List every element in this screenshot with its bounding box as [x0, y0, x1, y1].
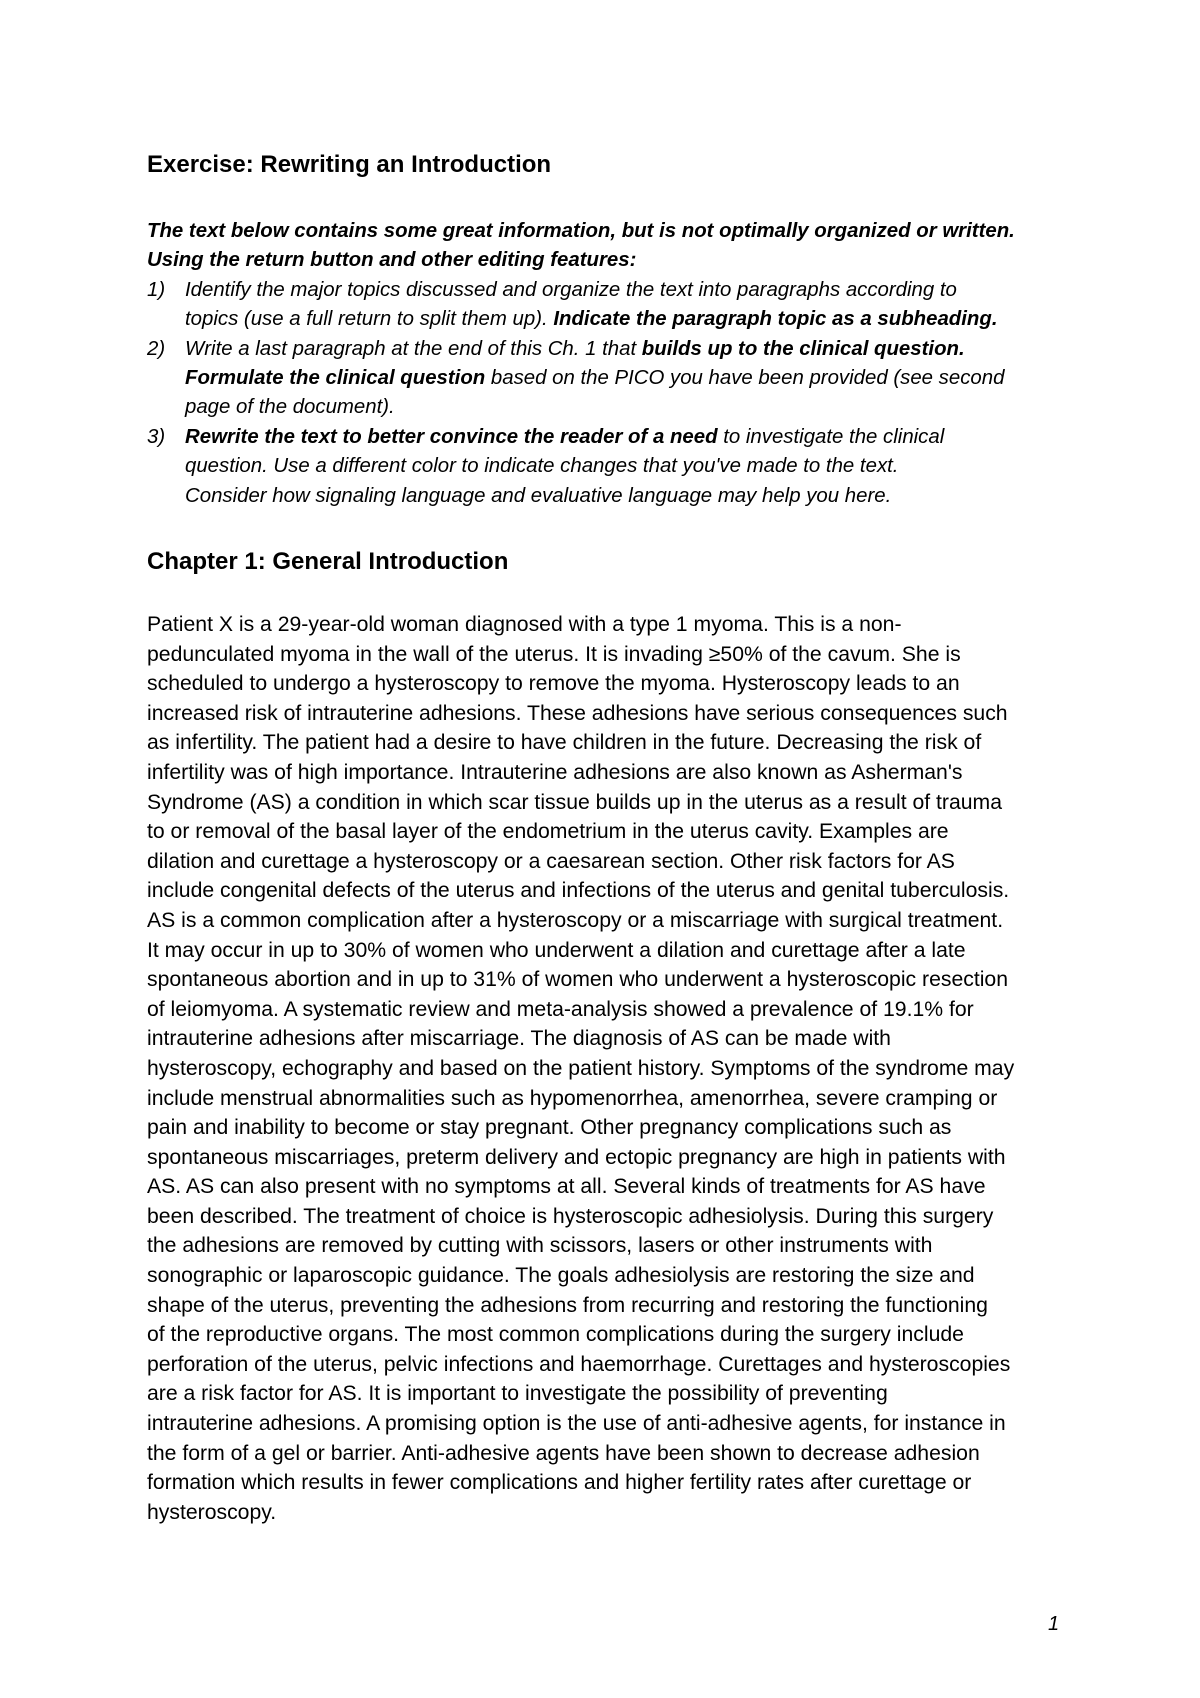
body-text-line: scheduled to undergo a hysteroscopy to remove the myoma. Hysteroscopy leads to an — [147, 672, 960, 696]
instruction-step — [147, 335, 1077, 423]
body-text-line: dilation and curettage a hysteroscopy or a caesarean section. Other risk factors for AS — [147, 849, 955, 873]
step-text — [185, 338, 1004, 419]
body-text-line: are a risk factor for AS. It is important to investigate the possibility of preventing — [147, 1382, 888, 1406]
step-text-segment: page of the document). — [185, 396, 395, 419]
body-text-line: perforation of the uterus, pelvic infections and haemorrhage. Curettages and hysteroscopies — [147, 1352, 1011, 1376]
step-text-segment: based on the PICO you have been provided (see second — [485, 367, 1005, 390]
body-text-line: include menstrual abnormalities such as hypomenorrhea, amenorrhea, severe cramping or — [147, 1086, 998, 1110]
step-text-segment: Indicate the paragraph topic as a subheading. — [553, 308, 998, 331]
body-text-line: infertility was of high importance. Intrauterine adhesions are also known as Asherman's — [147, 760, 963, 784]
body-text-line: of leiomyoma. A systematic review and meta-analysis showed a prevalence of 19.1% for — [147, 997, 974, 1021]
step-text-segment: question. Use a different color to indicate changes that you've made to the text. — [185, 455, 899, 478]
body-text-line: shape of the uterus, preventing the adhesions from recurring and restoring the functioning — [147, 1293, 988, 1317]
body-text-line: pedunculated myoma in the wall of the uterus. It is invading ≥50% of the cavum. She is — [147, 642, 961, 666]
body-text-line: Patient X is a 29-year-old woman diagnosed with a type 1 myoma. This is a non- — [147, 613, 902, 636]
body-text-line: pain and inability to become or stay pregnant. Other pregnancy complications such as — [147, 1116, 952, 1140]
chapter-title: Chapter 1: General Introduction — [147, 548, 509, 575]
step-text-segment: Write a last paragraph at the end of this Ch. 1 that — [185, 337, 642, 360]
instruction-step — [147, 423, 1077, 511]
body-text-line: Syndrome (AS) a condition in which scar tissue builds up in the uterus as a result of trauma — [147, 790, 1002, 814]
body-text-line: intrauterine adhesions after miscarriage. The diagnosis of AS can be made with — [147, 1027, 891, 1051]
body-text-line: spontaneous abortion and in up to 31% of women who underwent a hysteroscopic resection — [147, 968, 1008, 992]
body-text-line: the adhesions are removed by cutting with scissors, lasers or other instruments with — [147, 1234, 933, 1258]
instructions-block — [147, 217, 1077, 511]
body-text-line: as infertility. The patient had a desire to have children in the future. Decreasing the risk of — [147, 731, 982, 755]
body-text-line: hysteroscopy, echography and based on the patient history. Symptoms of the syndrome may — [147, 1056, 1015, 1080]
body-text-line: increased risk of intrauterine adhesions. These adhesions have serious consequences such — [147, 701, 1008, 725]
body-text-line: AS is a common complication after a hysteroscopy or a miscarriage with surgical treatment. — [147, 908, 1004, 932]
body-text-line: sonographic or laparoscopic guidance. The goals adhesiolysis are restoring the size and — [147, 1264, 975, 1288]
step-text-segment: Consider how signaling language and evaluative language may help you here. — [185, 484, 892, 507]
instructions-intro-line: Using the return button and other editing features: — [147, 249, 637, 272]
body-text-line: formation which results in fewer complications and higher fertility rates after curettage or — [147, 1471, 972, 1495]
step-text-segment: to investigate the clinical — [717, 425, 945, 448]
body-text-line: intrauterine adhesions. A promising option is the use of anti-adhesive agents, for instance in — [147, 1412, 1006, 1436]
body-text-line: spontaneous miscarriages, preterm delivery and ectopic pregnancy are high in patients with — [147, 1145, 1006, 1169]
instruction-steps — [147, 276, 1077, 511]
step-text-segment: Formulate the clinical question — [185, 367, 486, 390]
step-text — [185, 279, 997, 330]
body-text-line: of the reproductive organs. The most common complications during the surgery include — [147, 1323, 964, 1347]
step-text-segment: Rewrite the text to better convince the reader of a need — [185, 425, 718, 448]
body-text-line: AS. AS can also present with no symptoms at all. Several kinds of treatments for AS have — [147, 1175, 986, 1199]
body-text-line: It may occur in up to 30% of women who underwent a dilation and curettage after a late — [147, 938, 966, 962]
page-number: 1 — [1048, 1613, 1060, 1635]
step-number: 2) — [147, 337, 166, 360]
step-number: 3) — [147, 425, 166, 448]
step-text — [185, 426, 944, 507]
step-number: 1) — [147, 278, 166, 301]
body-text-line: hysteroscopy. — [147, 1500, 277, 1524]
body-text-line: been described. The treatment of choice is hysteroscopic adhesiolysis. During this surgery — [147, 1204, 994, 1228]
instructions-intro-line: The text below contains some great information, but is not optimally organized or written. — [147, 220, 1015, 242]
exercise-title: Exercise: Rewriting an Introduction — [147, 151, 552, 178]
body-text-line: include congenital defects of the uterus and infections of the uterus and genital tuberculosis. — [147, 879, 1010, 903]
body-text-line: to or removal of the basal layer of the endometrium in the uterus cavity. Examples are — [147, 820, 949, 844]
instruction-step — [147, 276, 1077, 335]
step-text-segment: topics (use a full return to split them up). — [185, 308, 554, 331]
body-text-line: the form of a gel or barrier. Anti-adhesive agents have been shown to decrease adhesion — [147, 1441, 980, 1465]
chapter-body-paragraph — [147, 610, 1067, 1527]
step-text-segment: Identify the major topics discussed and organize the text into paragraphs according to — [185, 278, 957, 301]
step-text-segment: builds up to the clinical question. — [641, 337, 965, 360]
